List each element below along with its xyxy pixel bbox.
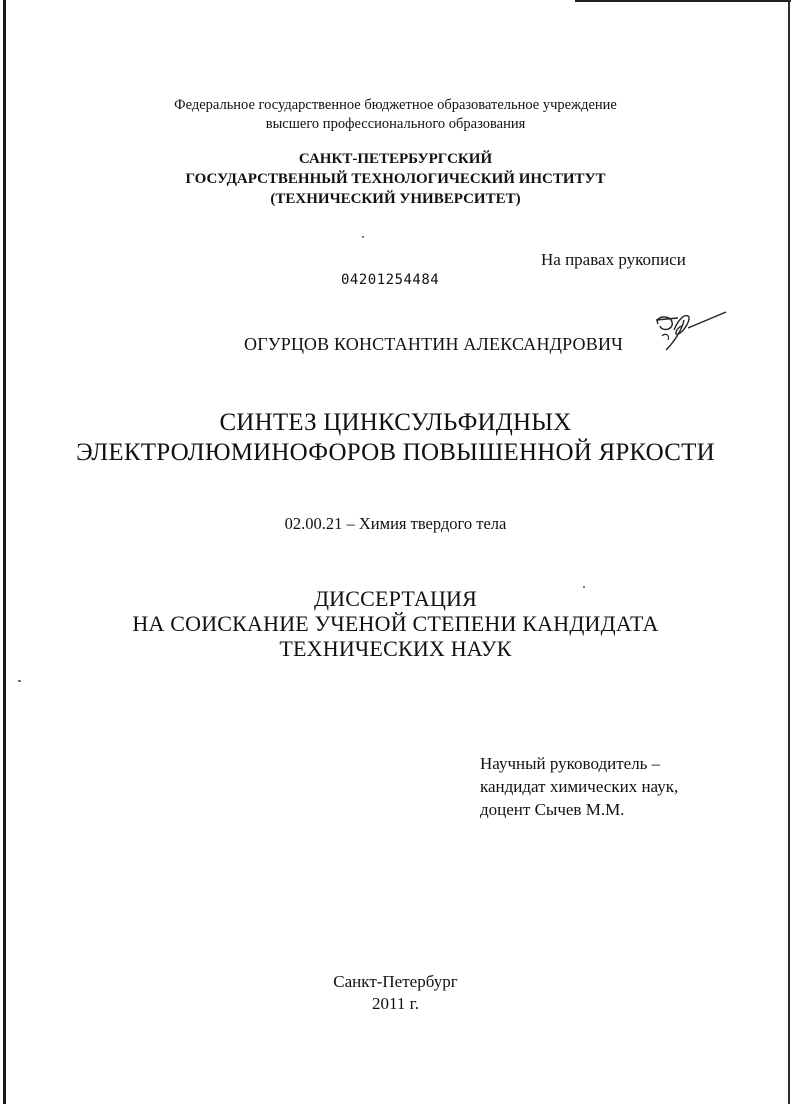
university-line-3: (ТЕХНИЧЕСКИЙ УНИВЕРСИТЕТ) xyxy=(270,191,521,207)
registry-number: 04201254484 xyxy=(341,272,440,288)
title-line-2: ЭЛЕКТРОЛЮМИНОФОРОВ ПОВЫШЕННОЙ ЯРКОСТИ xyxy=(76,439,715,466)
supervisor-block xyxy=(480,752,678,821)
city: Санкт-Петербург xyxy=(333,972,458,991)
institution-header xyxy=(0,96,791,134)
scan-speck xyxy=(18,680,21,682)
university-name xyxy=(0,149,791,209)
handwritten-signature xyxy=(648,306,730,356)
specialty-code: 02.00.21 – Химия твердого тела xyxy=(284,514,507,533)
institution-line-2: высшего профессионального образования xyxy=(265,116,526,132)
place-and-year xyxy=(0,971,791,1015)
dissertation-title xyxy=(0,408,791,468)
institution-line-1: Федеральное государственное бюджетное образовательное учреждение xyxy=(174,97,617,113)
manuscript-rights-label: На правах рукописи xyxy=(541,250,686,269)
degree-line-3: ТЕХНИЧЕСКИХ НАУК xyxy=(279,636,512,661)
degree-statement xyxy=(0,586,791,661)
title-line-1: СИНТЕЗ ЦИНКСУЛЬФИДНЫХ xyxy=(219,409,572,436)
scan-speck xyxy=(362,236,364,238)
supervisor-line-3: доцент Сычев М.М. xyxy=(480,800,625,819)
author-name: ОГУРЦОВ КОНСТАНТИН АЛЕКСАНДРОВИЧ xyxy=(244,334,624,354)
university-line-1: САНКТ-ПЕТЕРБУРГСКИЙ xyxy=(298,151,493,167)
degree-line-1: ДИССЕРТАЦИЯ xyxy=(313,586,478,611)
scan-edge-top xyxy=(575,0,791,2)
supervisor-line-1: Научный руководитель – xyxy=(480,754,661,773)
supervisor-line-2: кандидат химических наук, xyxy=(480,777,679,796)
degree-line-2: НА СОИСКАНИЕ УЧЕНОЙ СТЕПЕНИ КАНДИДАТА xyxy=(132,611,659,636)
university-line-2: ГОСУДАРСТВЕННЫЙ ТЕХНОЛОГИЧЕСКИЙ ИНСТИТУТ xyxy=(185,171,606,187)
year: 2011 г. xyxy=(372,994,419,1013)
